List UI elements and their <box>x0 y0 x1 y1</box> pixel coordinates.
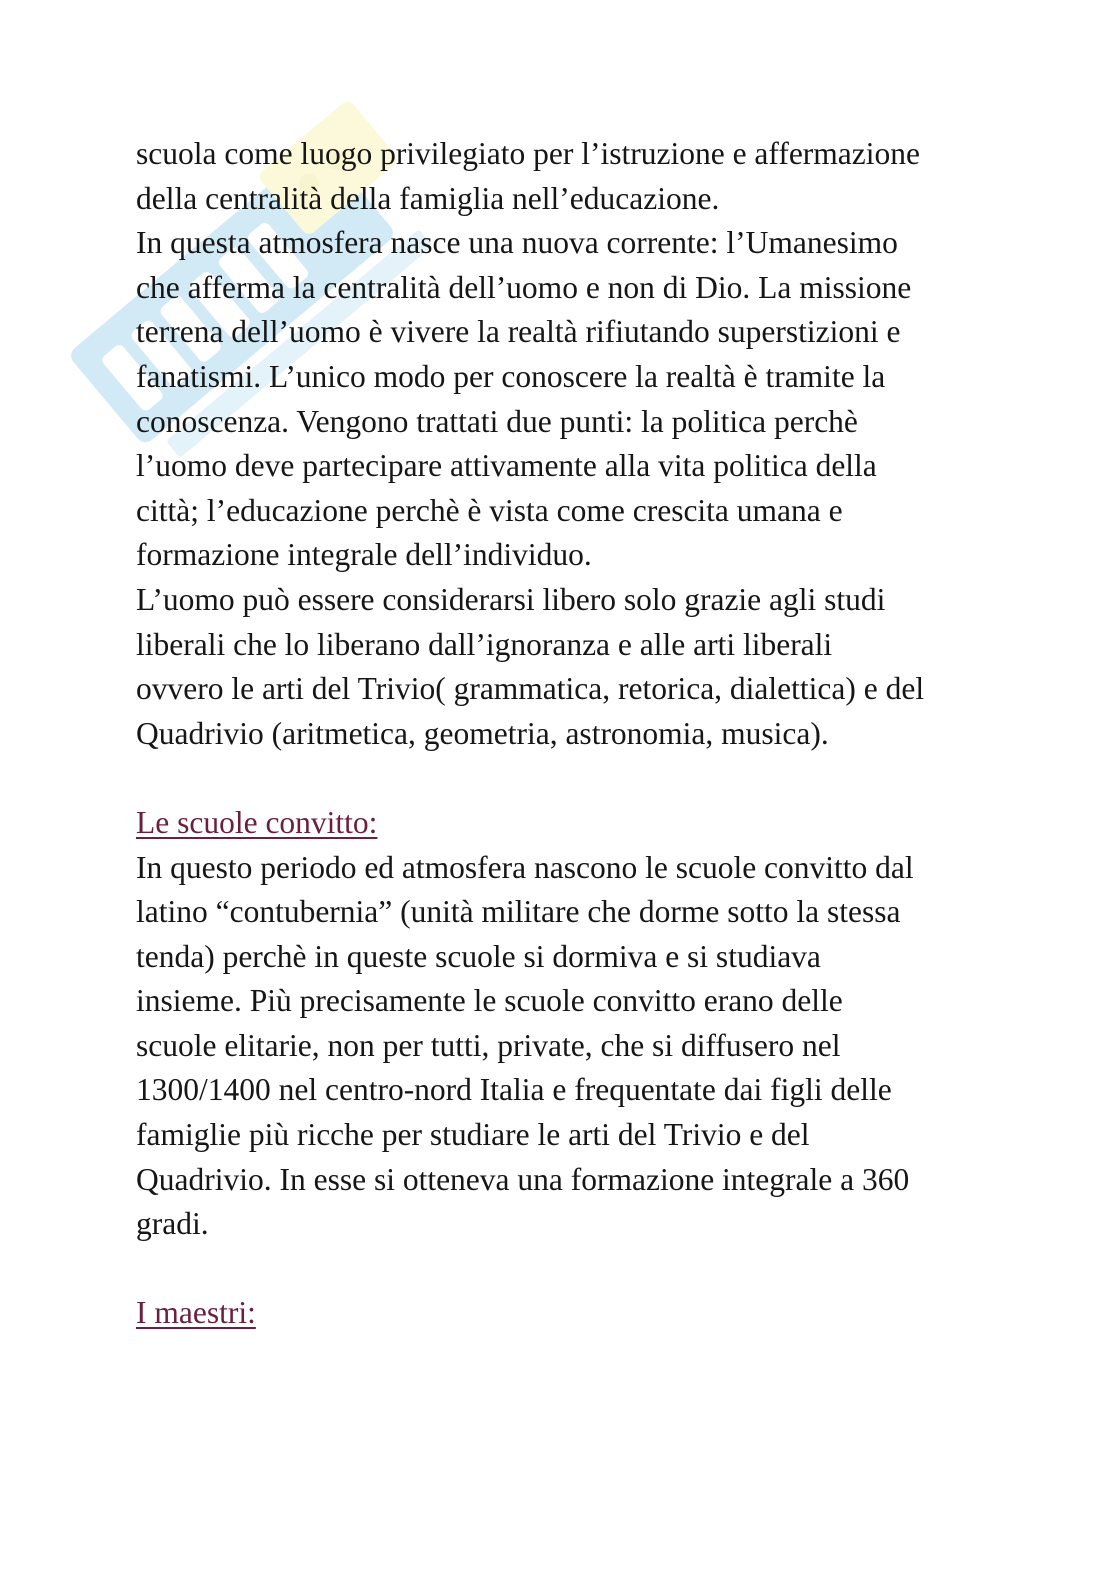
text-line: Quadrivio (aritmetica, geometria, astronomia, musica). <box>136 715 829 751</box>
text-line: ovvero le arti del Trivio( grammatica, retorica, dialettica) e del <box>136 671 925 707</box>
text-line: della centralità della famiglia nell’educazione. <box>136 180 720 216</box>
text-line: tenda) perchè in queste scuole si dormiva e si studiava <box>136 938 821 974</box>
text-line: gradi. <box>136 1206 209 1242</box>
text-line: insieme. Più precisamente le scuole convitto erano delle <box>136 983 843 1019</box>
document-body <box>136 132 996 1336</box>
text-line: che afferma la centralità dell’uomo e non di Dio. La missione <box>136 269 912 305</box>
paragraph-spacer <box>136 1247 996 1292</box>
text-line: scuole elitarie, non per tutti, private, che si diffusero nel <box>136 1027 841 1063</box>
text-line: In questo periodo ed atmosfera nascono le scuole convitto dal <box>136 849 914 885</box>
text-line: L’uomo può essere considerarsi libero solo grazie agli studi <box>136 581 886 617</box>
text-line: In questa atmosfera nasce una nuova corrente: l’Umanesimo <box>136 225 898 261</box>
text-line: Quadrivio. In esse si otteneva una formazione integrale a 360 <box>136 1161 910 1197</box>
text-blocks <box>136 132 996 1336</box>
text-line: città; l’educazione perchè è vista come crescita umana e <box>136 492 843 528</box>
section-heading: I maestri: <box>136 1295 256 1331</box>
text-line: conoscenza. Vengono trattati due punti: la politica perchè <box>136 403 858 439</box>
text-line: scuola come luogo privilegiato per l’istruzione e affermazione <box>136 136 920 171</box>
text-line: fanatismi. L’unico modo per conoscere la realtà è tramite la <box>136 358 886 394</box>
text-line: terrena dell’uomo è vivere la realtà rifiutando superstizioni e <box>136 314 901 350</box>
text-line: l’uomo deve partecipare attivamente alla vita politica della <box>136 448 877 484</box>
text-line: liberali che lo liberano dall’ignoranza e alle arti liberali <box>136 626 833 662</box>
text-line: latino “contubernia” (unità militare che dorme sotto la stessa <box>136 894 901 930</box>
text-line: 1300/1400 nel centro-nord Italia e frequentate dai figli delle <box>136 1072 892 1108</box>
text-line: famiglie più ricche per studiare le arti del Trivio e del <box>136 1117 810 1153</box>
section-heading: Le scuole convitto: <box>136 804 378 840</box>
paragraph-spacer <box>136 756 996 801</box>
text-line: formazione integrale dell’individuo. <box>136 537 592 573</box>
